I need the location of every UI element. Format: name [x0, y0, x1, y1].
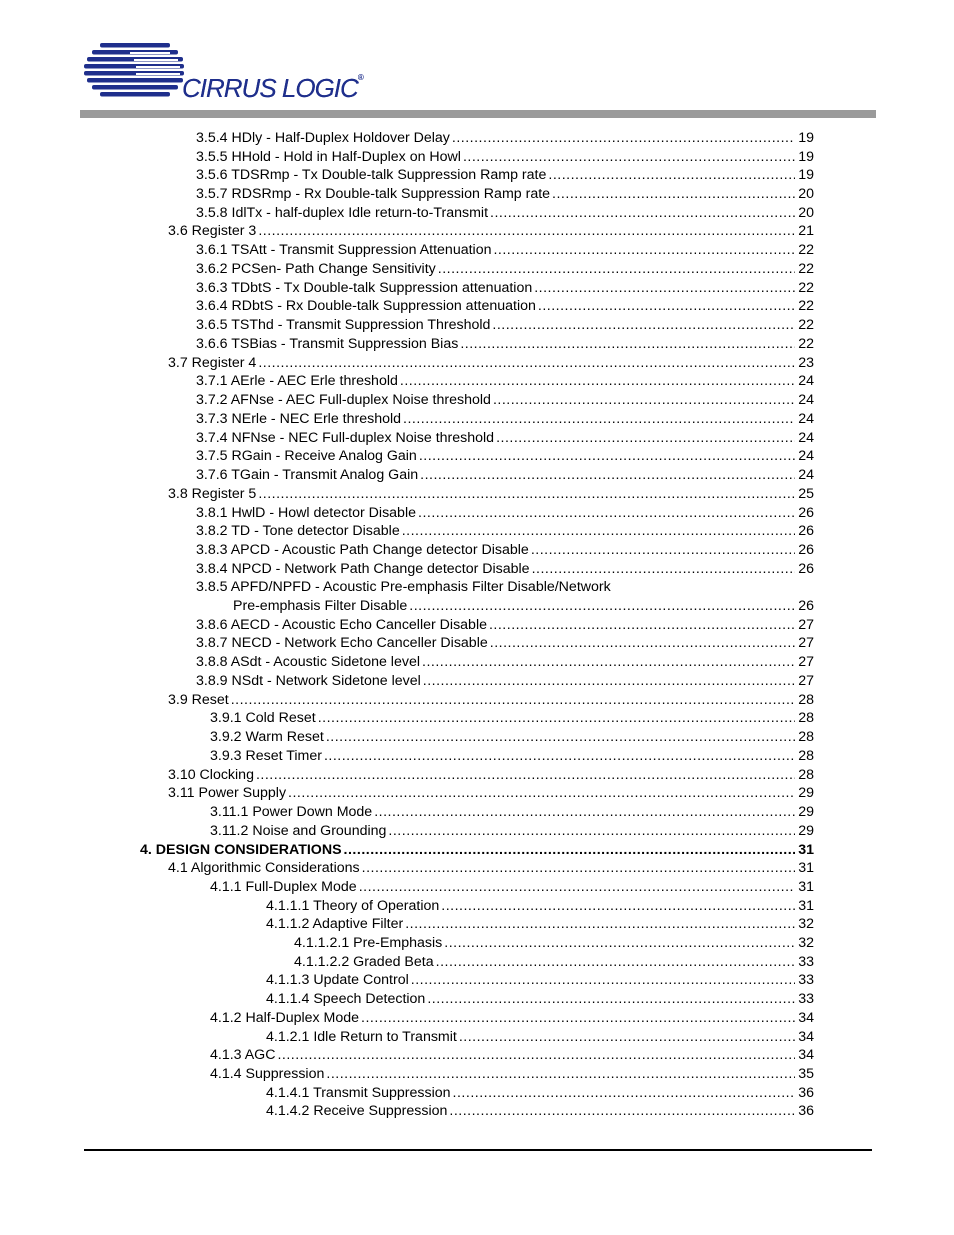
toc-entry[interactable]: 4.1.4 Suppression ..... 35 [210, 1065, 814, 1084]
toc-entry[interactable]: 3.6.3 TDbtS - Tx Double-talk Suppression attenuation ..... 22 [196, 279, 814, 298]
toc-entry[interactable]: 4.1.2.1 Idle Return to Transmit ..... 34 [266, 1028, 814, 1047]
toc-entry[interactable]: 3.7.3 NErle - NEC Erle threshold ..... 24 [196, 410, 814, 429]
toc-entry[interactable]: 4.1 Algorithmic Considerations ..... 31 [168, 859, 814, 878]
toc-entry[interactable]: 3.8.6 AECD - Acoustic Echo Canceller Disable ..... 27 [196, 616, 814, 635]
toc-entry[interactable]: 3.7.5 RGain - Receive Analog Gain ..... 24 [196, 447, 814, 466]
toc-entry[interactable]: 4.1.2 Half-Duplex Mode ..... 34 [210, 1009, 814, 1028]
toc-entry[interactable]: 3.8.9 NSdt - Network Sidetone level ..... 27 [196, 672, 814, 691]
toc-entry[interactable]: 4.1.4.2 Receive Suppression ..... 36 [266, 1102, 814, 1121]
toc-entry[interactable]: 3.9.2 Warm Reset ..... 28 [210, 728, 814, 747]
toc-entry[interactable]: 3.5.7 RDSRmp - Rx Double-talk Suppression Ramp rate ..... 20 [196, 185, 814, 204]
toc-entry[interactable]: 4.1.1.4 Speech Detection ..... 33 [266, 990, 814, 1009]
toc-entry[interactable]: 3.7.2 AFNse - AEC Full-duplex Noise threshold ..... 24 [196, 391, 814, 410]
toc-entry[interactable]: 3.7 Register 4 ..... 23 [168, 354, 814, 373]
toc-entry[interactable]: Pre-emphasis Filter Disable ..... 26 [233, 597, 814, 616]
toc-entry[interactable]: 3.5.5 HHold - Hold in Half-Duplex on Howl ..... 19 [196, 148, 814, 167]
toc-entry-first-line[interactable]: 3.8.5 APFD/NPFD - Acoustic Pre-emphasis Filter Disable/Network [196, 579, 611, 595]
toc-entry[interactable]: 3.6.1 TSAtt - Transmit Suppression Attenuation ..... 22 [196, 241, 814, 260]
toc-entry[interactable]: 3.7.1 AErle - AEC Erle threshold ..... 24 [196, 372, 814, 391]
toc-entry[interactable]: 4.1.1.1 Theory of Operation ..... 31 [266, 897, 814, 916]
toc-entry[interactable]: 3.9 Reset ..... 28 [168, 691, 814, 710]
toc-entry[interactable]: 3.8.8 ASdt - Acoustic Sidetone level ..... 27 [196, 653, 814, 672]
toc-entry[interactable]: 3.11.1 Power Down Mode ..... 29 [210, 803, 814, 822]
toc-entry[interactable]: 3.9.1 Cold Reset ..... 28 [210, 709, 814, 728]
toc-entry[interactable]: 3.6.6 TSBias - Transmit Suppression Bias ..... 22 [196, 335, 814, 354]
toc-entry[interactable]: 3.8.3 APCD - Acoustic Path Change detector Disable ..... 26 [196, 541, 814, 560]
toc-entry[interactable]: 3.6.4 RDbtS - Rx Double-talk Suppression attenuation ..... 22 [196, 297, 814, 316]
logo-mark-icon [82, 38, 192, 108]
toc-entry[interactable]: 4.1.1.2.1 Pre-Emphasis ..... 32 [294, 934, 814, 953]
toc-entry-chapter[interactable]: 4. DESIGN CONSIDERATIONS ..... 31 [140, 841, 814, 860]
toc-entry[interactable]: 3.6.2 PCSen- Path Change Sensitivity ..... 22 [196, 260, 814, 279]
toc-entry[interactable]: 3.6 Register 3 ..... 21 [168, 222, 814, 241]
toc-entry[interactable]: 3.8 Register 5 ..... 25 [168, 485, 814, 504]
toc-entry[interactable]: 3.11.2 Noise and Grounding ..... 29 [210, 822, 814, 841]
toc-entry[interactable]: 3.5.8 IdlTx - half-duplex Idle return-to-Transmit ..... 20 [196, 204, 814, 223]
toc-entry[interactable]: 4.1.1.2.2 Graded Beta ..... 33 [294, 953, 814, 972]
toc-entry[interactable]: 3.8.2 TD - Tone detector Disable ..... 26 [196, 522, 814, 541]
header-rule [80, 110, 876, 118]
toc-entry[interactable]: 3.8.7 NECD - Network Echo Canceller Disable ..... 27 [196, 634, 814, 653]
toc-entry[interactable]: 4.1.1 Full-Duplex Mode ..... 31 [210, 878, 814, 897]
toc-entry[interactable]: 3.5.6 TDSRmp - Tx Double-talk Suppression Ramp rate ..... 19 [196, 166, 814, 185]
toc-entry[interactable]: 3.7.4 NFNse - NEC Full-duplex Noise threshold ..... 24 [196, 429, 814, 448]
toc-entry[interactable]: 4.1.3 AGC ..... 34 [210, 1046, 814, 1065]
toc-entry[interactable]: 4.1.1.3 Update Control ..... 33 [266, 971, 814, 990]
toc-entry[interactable]: 3.11 Power Supply ..... 29 [168, 784, 814, 803]
toc-entry[interactable]: 4.1.1.2 Adaptive Filter ..... 32 [266, 915, 814, 934]
toc-entry[interactable]: 3.8.1 HwlD - Howl detector Disable ..... 26 [196, 504, 814, 523]
toc-entry[interactable]: 3.7.6 TGain - Transmit Analog Gain ..... 24 [196, 466, 814, 485]
toc-entry[interactable]: 3.5.4 HDly - Half-Duplex Holdover Delay ..... 19 [196, 129, 814, 148]
footer-rule [84, 1149, 872, 1151]
toc-entry[interactable]: 3.10 Clocking ..... 28 [168, 766, 814, 785]
toc-entry[interactable]: 4.1.4.1 Transmit Suppression ..... 36 [266, 1084, 814, 1103]
cirrus-logic-logo [82, 38, 372, 108]
toc-entry[interactable]: 3.9.3 Reset Timer ..... 28 [210, 747, 814, 766]
logo-wordmark: CIRRUS LOGIC® [182, 73, 363, 103]
toc-entry[interactable]: 3.6.5 TSThd - Transmit Suppression Threshold ..... 22 [196, 316, 814, 335]
toc-entry[interactable]: 3.8.4 NPCD - Network Path Change detector Disable ..... 26 [196, 560, 814, 579]
